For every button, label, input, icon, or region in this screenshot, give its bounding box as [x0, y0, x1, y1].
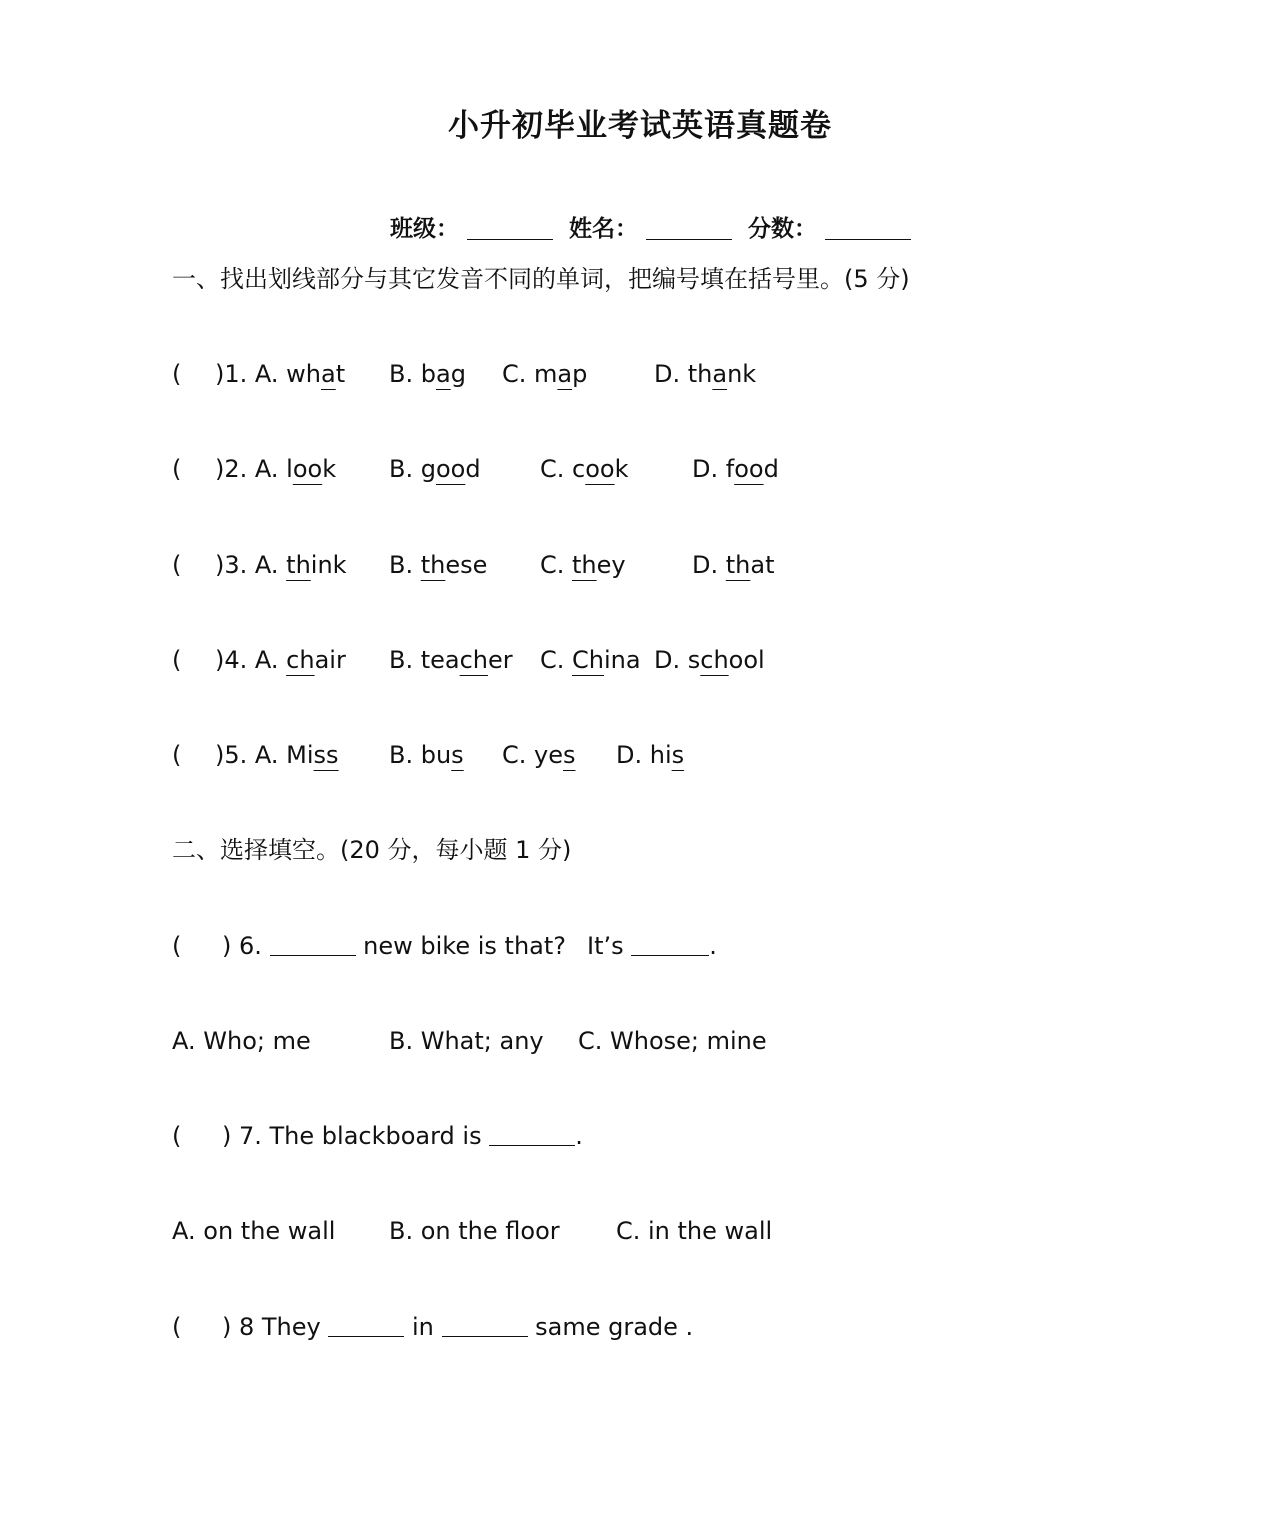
q2-option-b: B. good [389, 455, 481, 483]
q2-number: )2. A. look [215, 455, 337, 483]
score-label: 分数： [748, 216, 818, 242]
q7-option-c: C. in the wall [616, 1217, 773, 1245]
score-blank[interactable] [825, 213, 911, 240]
q1-option-c: C. map [502, 360, 588, 388]
section2-heading: 二、选择填空。(20 分，每小题 1 分) [172, 836, 572, 864]
q3-option-c: C. they [540, 551, 626, 579]
q7-option-b: B. on the floor [389, 1217, 560, 1245]
q6-stem: ) 6. new bike is that? [222, 932, 567, 960]
class-blank[interactable] [467, 213, 553, 240]
q7-blank[interactable] [489, 1121, 575, 1146]
q4-number: )4. A. chair [215, 646, 346, 674]
q4-option-d: D. school [654, 646, 765, 674]
q7-stem: ) 7. The blackboard is . [222, 1122, 583, 1150]
q8-blank-2[interactable] [442, 1312, 528, 1337]
q2-option-c: C. cook [540, 455, 629, 483]
class-label: 班级： [390, 216, 459, 242]
answer-paren-open[interactable]: ( [172, 551, 182, 579]
q3-option-d: D. that [692, 551, 775, 579]
q5-number: )5. A. Miss [215, 741, 339, 769]
q6-option-b: B. What; any [389, 1027, 544, 1055]
answer-paren-open[interactable]: ( [172, 360, 182, 388]
q6-blank-2[interactable] [631, 931, 709, 956]
q5-option-c: C. yes [502, 741, 576, 769]
q7-option-a: A. on the wall [172, 1217, 336, 1245]
q8-blank-1[interactable] [328, 1312, 404, 1337]
q6-option-c: C. Whose; mine [578, 1027, 767, 1055]
q3-option-b: B. these [389, 551, 488, 579]
q8-stem: ) 8 They in same grade . [222, 1313, 694, 1341]
student-info-row [390, 210, 919, 243]
q5-option-d: D. his [616, 741, 685, 769]
q6-answer: It’s . [587, 932, 717, 960]
q5-option-b: B. bus [389, 741, 464, 769]
answer-paren-open[interactable]: ( [172, 1313, 182, 1341]
q4-option-b: B. teacher [389, 646, 513, 674]
q1-option-b: B. bag [389, 360, 466, 388]
answer-paren-open[interactable]: ( [172, 1122, 182, 1150]
q4-option-c: C. China [540, 646, 641, 674]
name-blank[interactable] [646, 213, 732, 240]
q2-option-d: D. food [692, 455, 779, 483]
answer-paren-open[interactable]: ( [172, 646, 182, 674]
q6-blank-1[interactable] [270, 931, 356, 956]
q3-number: )3. A. think [215, 551, 347, 579]
q1-number: )1. A. what [215, 360, 346, 388]
q6-option-a: A. Who; me [172, 1027, 311, 1055]
section1-heading: 一、找出划线部分与其它发音不同的单词，把编号填在括号里。(5 分) [172, 265, 910, 293]
name-label: 姓名： [569, 216, 639, 242]
answer-paren-open[interactable]: ( [172, 932, 182, 960]
answer-paren-open[interactable]: ( [172, 741, 182, 769]
q1-option-d: D. thank [654, 360, 757, 388]
answer-paren-open[interactable]: ( [172, 455, 182, 483]
page-title: 小升初毕业考试英语真题卷 [448, 108, 832, 144]
